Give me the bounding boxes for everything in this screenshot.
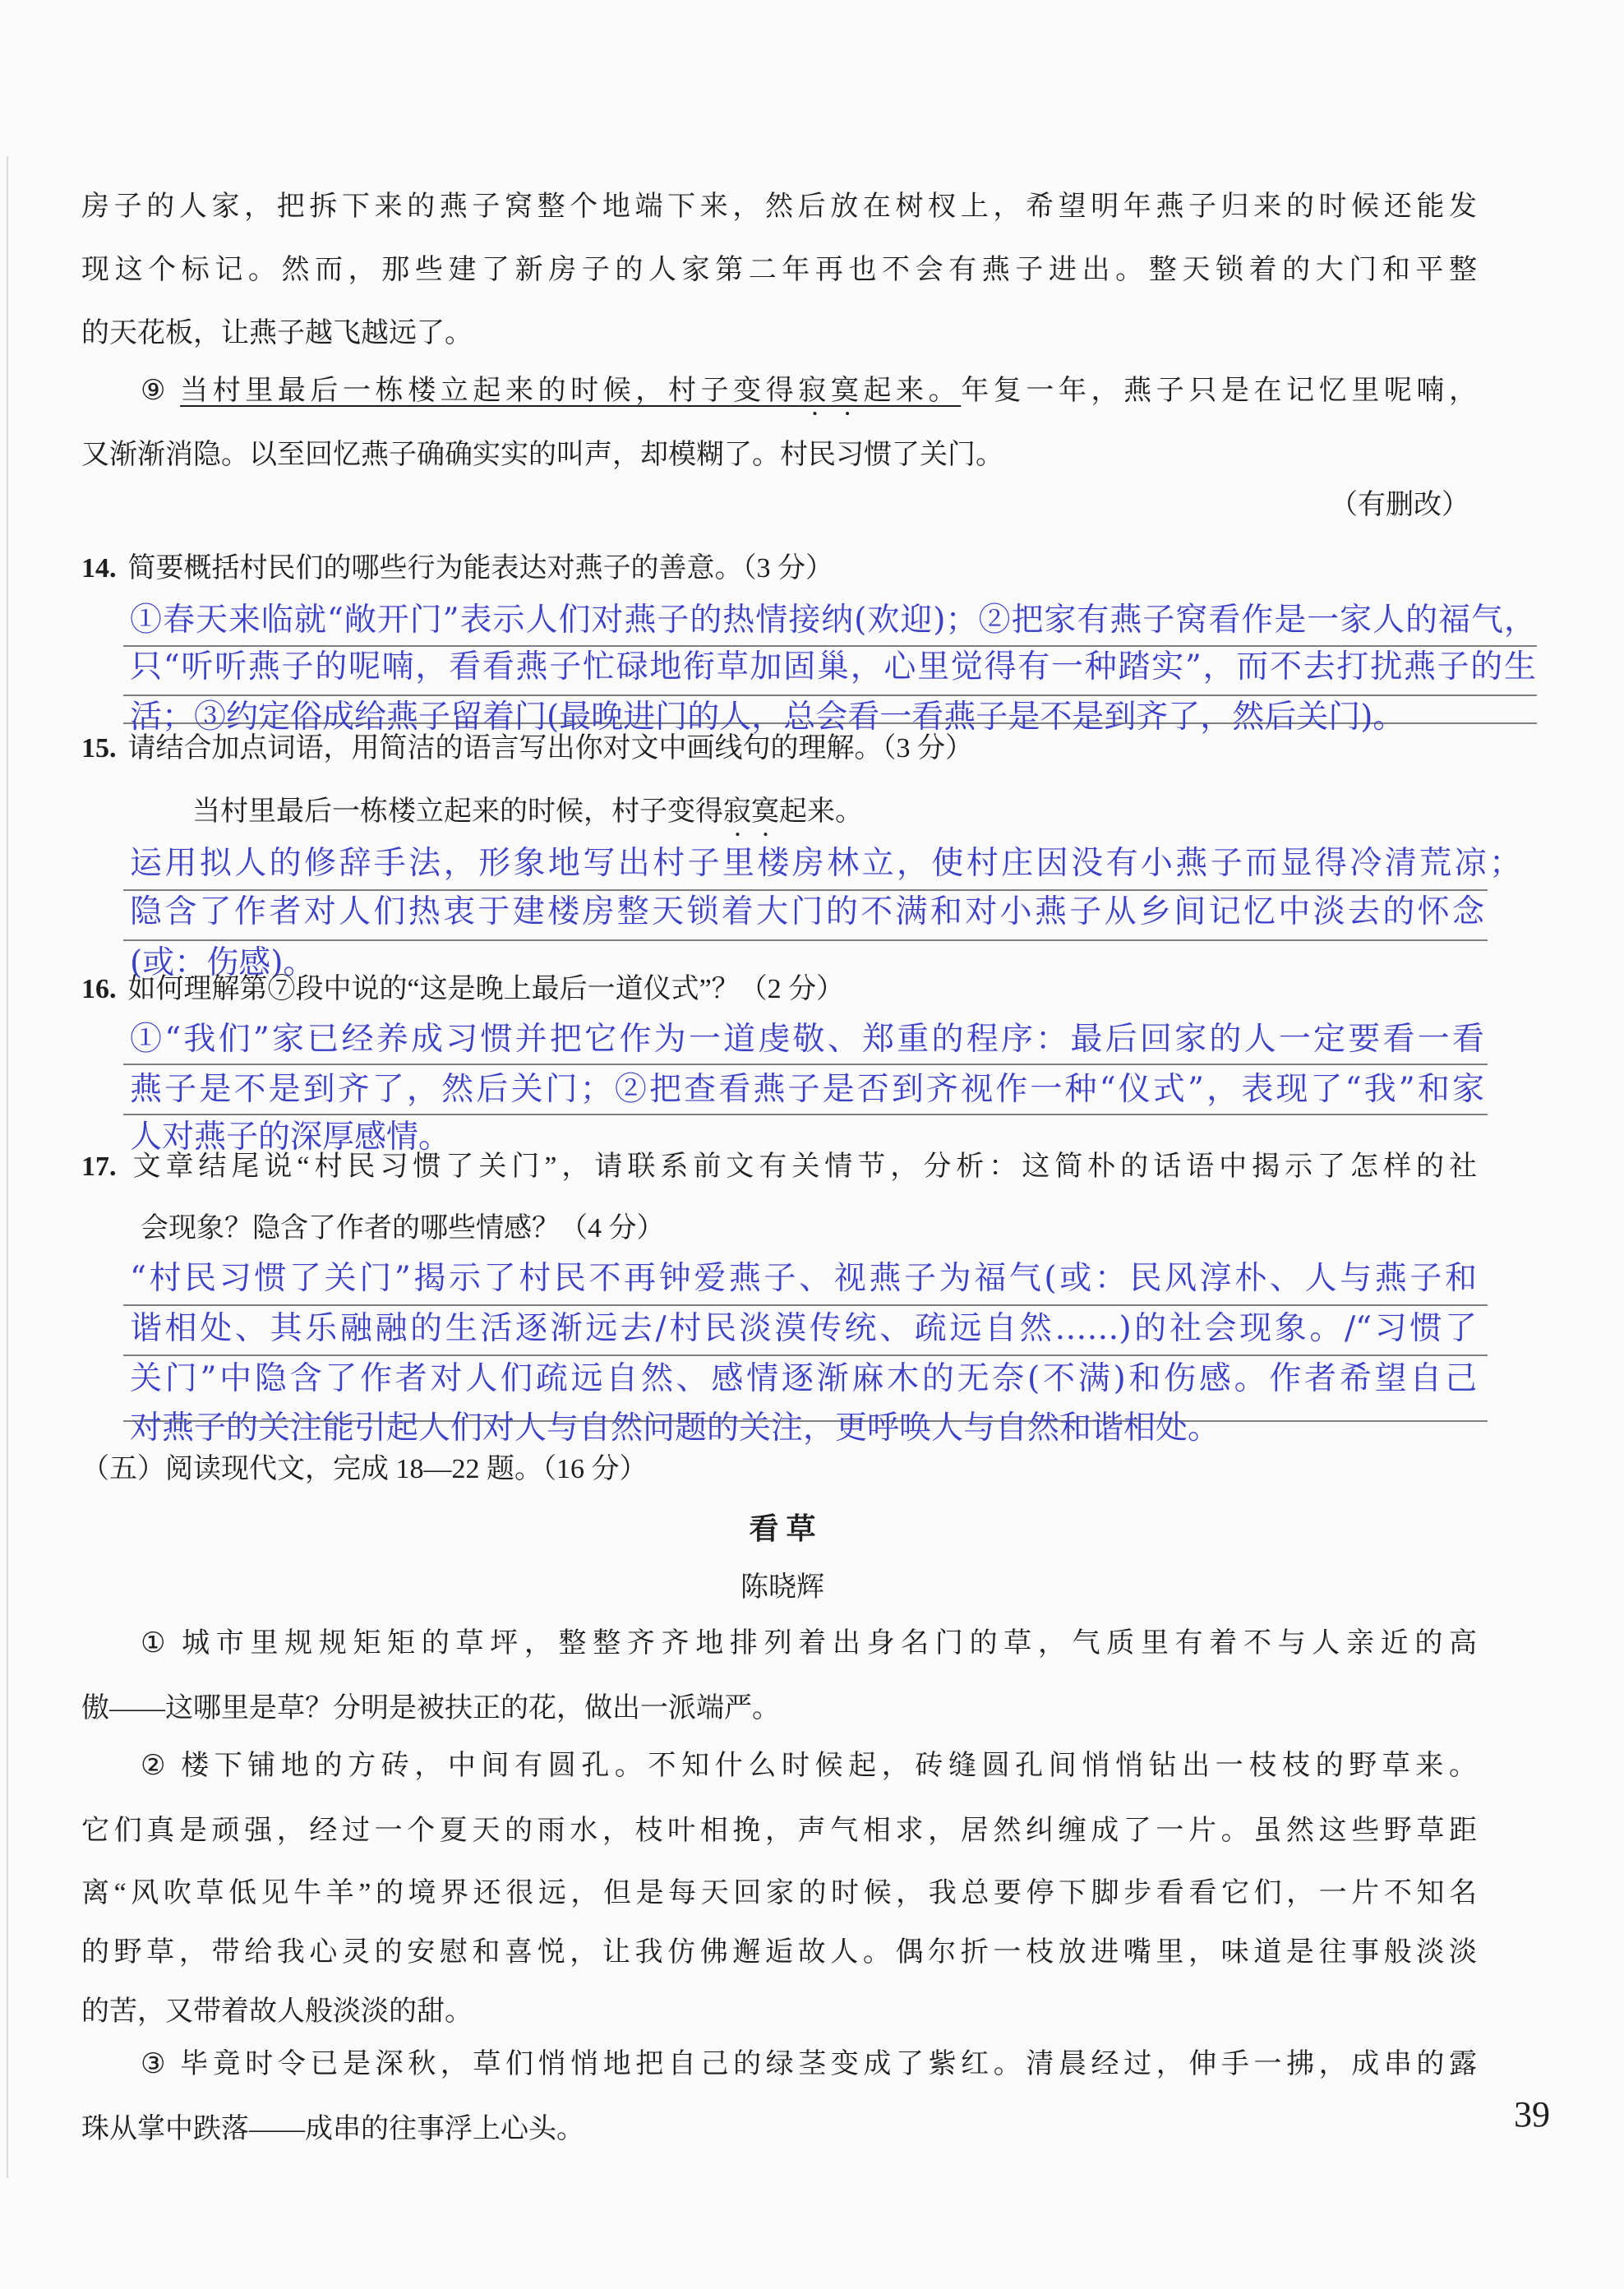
answer-rule	[123, 1064, 1488, 1065]
paragraph-number: ⑨	[141, 376, 171, 406]
question-prompt-line: 会现象？隐含了作者的哪些情感？（4 分）	[141, 1213, 665, 1244]
answer-rule	[123, 1354, 1488, 1356]
article-paragraph-line: 它们真是顽强，经过一个夏天的雨水，枝叶相挽，声气相求，居然纠缠成了一片。虽然这些野草距	[81, 1816, 1477, 1846]
underlined-sentence: 当村里最后一栋楼立起来的时候，村子变得	[180, 376, 799, 406]
question-prompt: 如何理解第⑦段中说的“这是晚上最后一道仪式”？（2 分）	[127, 974, 845, 1004]
answer-line: 对燕子的关注能引起人们对人与自然问题的关注，更呼唤人与自然和谐相处。	[130, 1410, 1220, 1447]
article-paragraph-line	[141, 1747, 1477, 1786]
answer-rule	[123, 1304, 1488, 1306]
emphasis-dots-word: 寂寞	[798, 376, 864, 406]
answer-line: 只“听听燕子的呢喃，看看燕子忙碌地衔草加固巢，心里觉得有一种踏实”，而不去打扰燕子的生	[130, 648, 1536, 685]
article-title: 看 草	[749, 1512, 816, 1545]
paragraph-text: 城市里规规矩矩的草坪，整整齐齐地排列着出身名门的草，气质里有着不与人亲近的高	[182, 1628, 1477, 1659]
article-paragraph-line	[141, 2045, 1477, 2084]
question-number: 16.	[81, 974, 117, 1004]
article-paragraph-line: 傲——这哪里是草？分明是被扶正的花，做出一派端严。	[81, 1693, 780, 1724]
question-17	[81, 1147, 1477, 1187]
question-16	[81, 970, 844, 1009]
answer-line: 人对燕子的深厚感情。	[130, 1119, 451, 1156]
answer-line: 隐含了作者对人们热衷于建楼房整天锁着大门的不满和对小燕子从乡间记忆中淡去的怀念	[130, 893, 1484, 930]
paragraph-number: ③	[141, 2049, 171, 2079]
article-paragraph-line: 的野草，带给我心灵的安慰和喜悦，让我仿佛邂逅故人。偶尔折一枝放进嘴里，味道是往事般淡淡	[81, 1937, 1477, 1968]
question-prompt: 请结合加点词语，用简洁的语言写出你对文中画线句的理解。（3 分）	[127, 733, 973, 764]
emphasis-dots-word: 寂寞	[723, 796, 779, 827]
scan-edge-line	[7, 156, 8, 2178]
answer-line: “村民习惯了关门”揭示了村民不再钟爱燕子、视燕子为福气(或：民风淳朴、人与燕子和	[130, 1260, 1477, 1297]
answer-line: ①“我们”家已经养成习惯并把它作为一道虔敬、郑重的程序：最后回家的人一定要看一看	[130, 1021, 1484, 1058]
passage-line: 现这个标记。然而，那些建了新房子的人家第二年再也不会有燕子进出。整天锁着的大门和平整	[81, 255, 1477, 285]
passage-line: 房子的人家，把拆下来的燕子窝整个地端下来，然后放在树杈上，希望明年燕子归来的时候还能发	[81, 192, 1477, 222]
quote-text: 当村里最后一栋楼立起来的时候，村子变得	[192, 796, 723, 827]
answer-line: 活；③约定俗成给燕子留着门(最晚进门的人，总会看一看燕子是不是到齐了，然后关门)。	[130, 699, 1405, 736]
answer-line: 运用拟人的修辞手法，形象地写出村子里楼房林立，使村庄因没有小燕子而显得冷清荒凉；	[130, 845, 1521, 882]
paragraph-number: ②	[141, 1751, 172, 1781]
article-author: 陈晓辉	[740, 1572, 824, 1603]
answer-rule	[123, 939, 1488, 941]
article-paragraph-line: 的苦，又带着故人般淡淡的甜。	[81, 1996, 473, 2027]
question-number: 17.	[81, 1151, 117, 1182]
answer-line: (或：伤感)。	[130, 944, 316, 981]
question-number: 15.	[81, 733, 117, 764]
passage-line: 又渐渐消隐。以至回忆燕子确确实实的叫声，却模糊了。村民习惯了关门。	[81, 440, 1003, 470]
question-14	[81, 549, 833, 588]
source-note: （有删改）	[1330, 490, 1469, 520]
passage-text: 年复一年，燕子只是在记忆里呢喃，	[961, 376, 1478, 406]
answer-line: 关门”中隐含了作者对人们疏远自然、感情逐渐麻木的无奈(不满)和伤感。作者希望自己	[130, 1360, 1477, 1397]
answer-line: 燕子是不是到齐了，然后关门；②把查看燕子是否到齐视作一种“仪式”，表现了“我”和家	[130, 1071, 1484, 1108]
question-prompt: 文章结尾说“村民习惯了关门”，请联系前文有关情节，分析：这简朴的话语中揭示了怎样的社	[127, 1151, 1477, 1182]
paragraph-text: 楼下铺地的方砖，中间有圆孔。不知什么时候起，砖缝圆孔间悄悄钻出一枝枝的野草来。	[181, 1751, 1478, 1781]
answer-line: ①春天来临就“敞开门”表示人们对燕子的热情接纳(欢迎)；②把家有燕子窝看作是一家人的福气，	[130, 602, 1536, 639]
page-number: 39	[1514, 2094, 1550, 2134]
question-number: 14.	[81, 553, 117, 584]
article-paragraph-line: 离“风吹草低见牛羊”的境界还很远，但是每天回家的时候，我总要停下脚步看看它们，一片不知名	[81, 1878, 1477, 1908]
passage-line: 的天花板，让燕子越飞越远了。	[81, 318, 473, 348]
paragraph-9-line	[141, 372, 1477, 411]
paragraph-number: ①	[141, 1628, 173, 1659]
underlined-sentence-end: 起来。	[863, 376, 962, 406]
quoted-sentence	[192, 792, 863, 832]
quote-text-end: 起来。	[779, 796, 863, 827]
article-paragraph-line: 珠从掌中跌落——成串的往事浮上心头。	[81, 2114, 584, 2144]
question-prompt: 简要概括村民们的哪些行为能表达对燕子的善意。（3 分）	[127, 553, 833, 584]
question-15	[81, 729, 973, 768]
article-paragraph-line	[141, 1624, 1477, 1664]
section-heading: （五）阅读现代文，完成 18—22 题。（16 分）	[81, 1454, 648, 1484]
paragraph-text: 毕竟时令已是深秋，草们悄悄地把自己的绿茎变成了紫红。清晨经过，伸手一拂，成串的露	[180, 2049, 1478, 2079]
answer-line: 谐相处、其乐融融的生活逐渐远去/村民淡漠传统、疏远自然……)的社会现象。/“习惯了	[130, 1310, 1477, 1347]
